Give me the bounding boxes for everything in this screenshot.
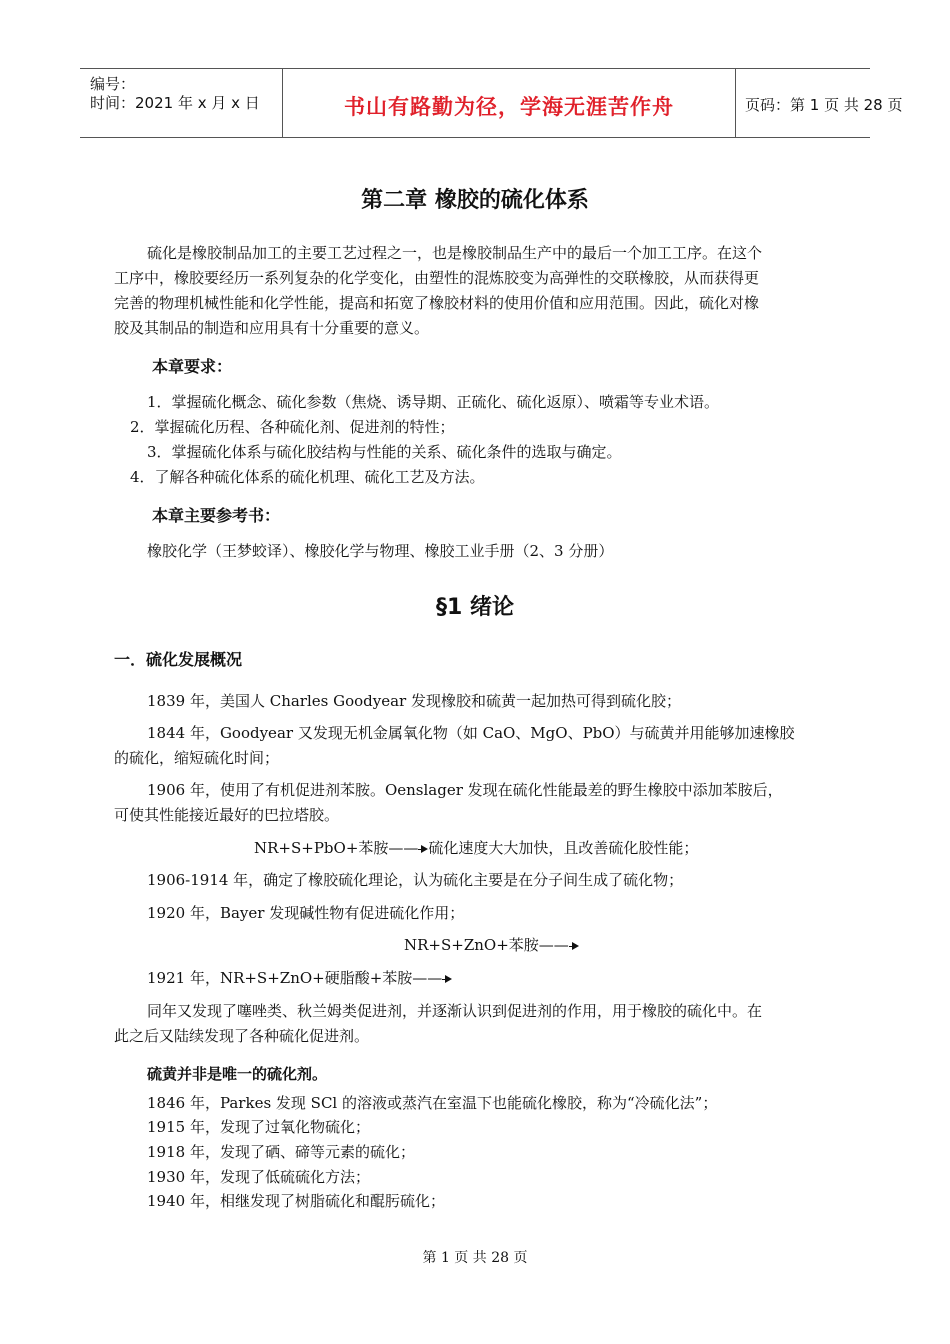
page-header	[80, 68, 903, 138]
sulfur-heading: 硫黄并非是唯一的硫化剂。	[147, 1065, 328, 1083]
intro-line: 完善的物理机械性能和化学性能，提高和拓宽了橡胶材料的使用价值和应用范围。因此，硫化对橡	[114, 294, 760, 312]
section-title: §1 绪论	[436, 595, 514, 620]
intro-line: 硫化是橡胶制品加工的主要工艺过程之一，也是橡胶制品生产中的最后一个加工工序。在这个	[147, 244, 763, 262]
equation-1-left: NR+S+PbO+苯胺——	[254, 839, 419, 857]
same-year-line2: 此之后又陆续发现了各种硫化促进剂。	[114, 1027, 370, 1045]
intro-line: 工序中，橡胶要经历一系列复杂的化学变化，由塑性的混炼胶变为高弹性的交联橡胶，从而获得更	[114, 269, 760, 287]
page-footer: 第 1 页 共 28 页	[422, 1250, 528, 1266]
requirement-item: 2．掌握硫化历程、各种硫化剂、促进剂的特性；	[130, 418, 455, 436]
arrow-icon	[442, 974, 452, 984]
history-1906-line2: 可使其性能接近最好的巴拉塔胶。	[114, 806, 340, 824]
page-info: 页码：第 1 页 共 28 页	[745, 96, 903, 114]
sulfur-list-item: 1846 年，Parkes 发现 SCl 的溶液或蒸汽在室温下也能硫化橡胶，称为“冷硫化法”；	[147, 1094, 718, 1112]
equation-1-right: 硫化速度大大加快，且改善硫化胶性能；	[428, 839, 699, 857]
motto: 书山有路勤为径，学海无涯苦作舟	[344, 95, 674, 119]
history-1906-line1: 1906 年，使用了有机促进剂苯胺。Oenslager 发现在硫化性能最差的野生橡胶中添加苯胺后，	[147, 781, 783, 799]
sulfur-list-item: 1915 年，发现了过氧化物硫化；	[147, 1118, 370, 1136]
subsection-title: 一．硫化发展概况	[114, 650, 243, 669]
header-page-cell	[735, 69, 903, 137]
sulfur-list-item: 1940 年，相继发现了树脂硫化和醌肟硫化；	[147, 1192, 445, 1210]
history-1921-text: 1921 年，NR+S+ZnO+硬脂酸+苯胺——	[147, 969, 443, 987]
header-motto-cell	[282, 69, 736, 137]
history-1844-line1: 1844 年，Goodyear 又发现无机金属氧化物（如 CaO、MgO、PbO）与硫黄并用能够加速橡胶	[147, 724, 795, 742]
doc-date: 时间：2021 年 x 月 x 日	[90, 94, 260, 112]
requirement-item: 3．掌握硫化体系与硫化胶结构与性能的关系、硫化条件的选取与确定。	[147, 443, 622, 461]
references-heading: 本章主要参考书：	[152, 506, 281, 525]
equation-2-text: NR+S+ZnO+苯胺——	[404, 936, 569, 954]
equation-1	[254, 838, 698, 858]
requirements-heading: 本章要求：	[152, 357, 233, 376]
history-1844-line2: 的硫化，缩短硫化时间；	[114, 749, 280, 767]
history-1839: 1839 年，美国人 Charles Goodyear 发现橡胶和硫黄一起加热可得到硫化胶；	[147, 692, 681, 710]
history-1906-1914: 1906-1914 年，确定了橡胶硫化理论，认为硫化主要是在分子间生成了硫化物；	[147, 871, 684, 889]
same-year-line1: 同年又发现了噻唑类、秋兰姆类促进剂，并逐渐认识到促进剂的作用，用于橡胶的硫化中。在	[147, 1002, 763, 1020]
header-meta	[80, 69, 282, 137]
chapter-title: 第二章 橡胶的硫化体系	[361, 188, 589, 213]
doc-code: 编号：	[90, 75, 136, 93]
equation-2	[404, 935, 579, 955]
history-1920: 1920 年，Bayer 发现碱性物有促进硫化作用；	[147, 904, 465, 922]
sulfur-list-item: 1930 年，发现了低硫硫化方法；	[147, 1168, 370, 1186]
requirement-item: 4．了解各种硫化体系的硫化机理、硫化工艺及方法。	[130, 468, 485, 486]
references: 橡胶化学（王梦蛟译）、橡胶化学与物理、橡胶工业手册（2、3 分册）	[147, 542, 614, 560]
intro-line: 胶及其制品的制造和应用具有十分重要的意义。	[114, 319, 430, 337]
requirement-item: 1．掌握硫化概念、硫化参数（焦烧、诱导期、正硫化、硫化返原）、喷霜等专业术语。	[147, 393, 720, 411]
history-1921	[147, 968, 452, 988]
arrow-icon	[418, 844, 428, 854]
arrow-icon	[569, 941, 579, 951]
sulfur-list-item: 1918 年，发现了硒、碲等元素的硫化；	[147, 1143, 415, 1161]
